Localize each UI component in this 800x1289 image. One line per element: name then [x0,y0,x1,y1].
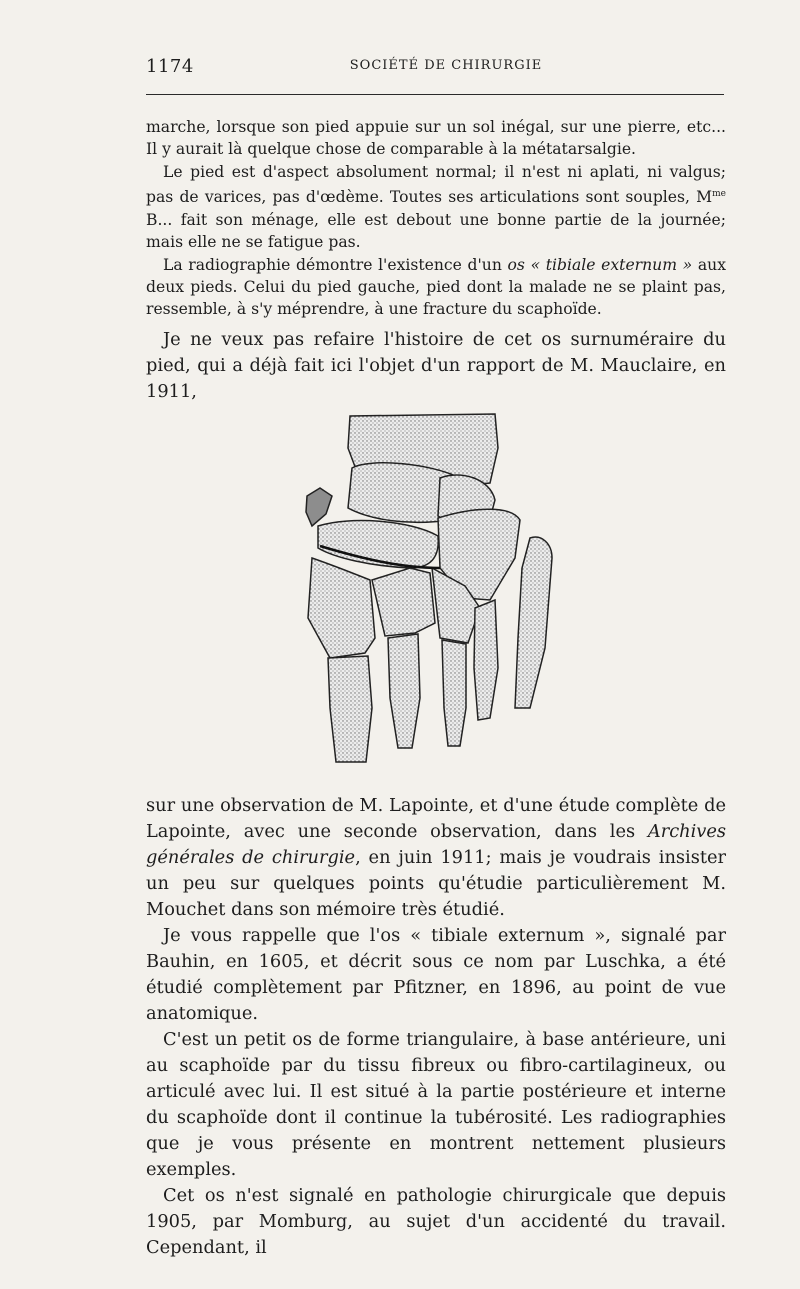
paragraph-line: marche, lorsque son pied appuie sur un sol inégal, sur une pierre, etc... [146,118,726,136]
foot-bones-drawing [290,408,570,768]
first-metatarsal-bone [328,656,372,762]
paragraph-text: Le pied est d'aspect absolument normal; il n'est ni aplati, ni valgus; pas de varices, pas d'œdème. Toutes ses articulations sont souples, [146,162,726,207]
paragraph: Je vous rappelle que l'os « tibiale externum », signalé par Bauhin, en 1605, et décrit sous ce nom par Luschka, a été étudié complètement par Pfitzner, en 1896, au point de vue anatomique. [146,925,726,1024]
bottom-text-block [146,793,726,1261]
running-title: SOCIÉTÉ DE CHIRURGIE [349,58,543,73]
fourth-metatarsal-bone [474,600,498,720]
paragraph-text: La radiographie démontre l'existence d'un [163,255,508,274]
paragraph-text: aux deux pieds. Celui du pied gauche, pied dont la malade ne se plaint pas, ressemble, à s'y méprendre, à une fracture du scaphoïde. [146,255,726,319]
paragraph [146,793,726,923]
fifth-metatarsal-bone [515,537,552,708]
second-metatarsal-bone [388,634,420,748]
paragraph-text: B... fait son ménage, elle est debout une bonne partie de la journée; mais elle ne se fatigue pas. [146,210,726,252]
paragraph-text: , en juin 1911; mais je voudrais insister un peu sur quelques points qu'étudie particulièrement M. Mouchet dans son mémoire très étudié. [146,847,727,920]
paragraph: Je ne veux pas refaire l'histoire de cet os surnuméraire du pied, qui a déjà fait ici l'objet d'un rapport de M. Mauclaire, en 1911, [146,329,726,402]
page-header [146,56,726,80]
foot-bones-figure [290,408,570,768]
paragraph-text: sur une observation de M. Lapointe, et d'une étude complète de Lapointe, avec une seconde observation, dans les [146,795,726,842]
italic-title: Archives générales de chirurgie [146,821,726,868]
paragraph: Cet os n'est signalé en pathologie chirurgicale que depuis 1905, par Momburg, au sujet d'un accidenté du travail. Cependant, il [146,1185,726,1258]
honorific: M [696,188,713,207]
paragraph-line: Il y aurait là quelque chose de comparable à la métatarsalgie. [146,140,637,159]
paragraph [146,161,726,254]
honorific-superscript: me [712,189,726,200]
medial-cuneiform-bone [308,558,375,658]
paragraph: C'est un petit os de forme triangulaire, à base antérieure, uni au scaphoïde par du tissu fibreux ou fibro-cartilagineux, ou articulé avec lui. Il est situé à la partie postérieure et interne du scaphoïde dont il continue la tubérosité. Les radiographies que je vous présente en montrent nettement plusieurs exemples. [146,1029,726,1180]
middle-text-block [146,327,726,405]
paragraph [146,254,726,321]
page-number: 1174 [146,56,194,77]
italic-term: os « tibiale externum » [507,255,693,274]
third-metatarsal-bone [442,640,466,746]
intermediate-cuneiform-bone [372,568,435,636]
tibiale-externum-bone [306,488,332,526]
top-text-block [146,116,726,321]
header-rule [146,94,724,95]
